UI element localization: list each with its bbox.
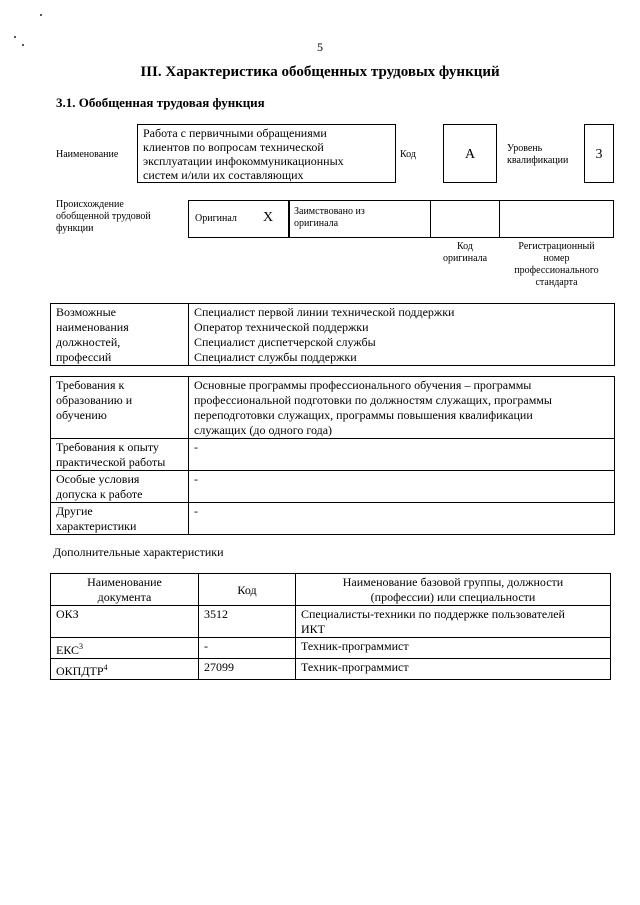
requirement-label-cell (51, 377, 189, 439)
requirement-label-line: образованию и (56, 393, 133, 407)
caption-line: стандарта (535, 277, 578, 288)
doc-name: ОКЗ (56, 607, 79, 621)
registration-number-caption (499, 241, 614, 289)
doc-cell (51, 638, 199, 659)
level-label (507, 143, 568, 167)
borrowed-label-line: оригинала (294, 218, 339, 229)
header-line: Наименование базовой группы, должности (342, 575, 564, 589)
level-label-line: квалификации (507, 155, 569, 166)
positions-label-line: должностей, (56, 335, 121, 349)
header-doc-cell (51, 574, 199, 606)
position-item: Специалист диспетчерской службы (194, 335, 376, 349)
position-item: Специалист первой линии технической поддержки (194, 305, 455, 319)
function-name-line: эксплуатации инфокоммуникационных (143, 154, 344, 168)
function-name-line: Работа с первичными обращениями (143, 126, 327, 140)
doc-name: ОКПДТР (56, 664, 104, 678)
additional-row (51, 606, 611, 638)
requirement-label-cell (51, 439, 189, 471)
additional-table (50, 573, 611, 680)
scan-speck (40, 14, 42, 16)
origin-label-line: обобщенной трудовой (56, 211, 151, 222)
footnote-mark: 4 (103, 663, 108, 672)
requirement-label-line: допуска к работе (56, 487, 143, 501)
additional-row (51, 638, 611, 659)
code-cell: 27099 (199, 659, 296, 680)
name-cell (296, 606, 611, 638)
doc-cell (51, 659, 199, 680)
original-code-caption (430, 241, 500, 265)
original-box (188, 200, 289, 238)
subsection-title: 3.1. Обобщенная трудовая функция (56, 95, 265, 110)
name-line: ИКТ (301, 622, 325, 636)
requirement-row (51, 503, 615, 535)
doc-cell (51, 606, 199, 638)
position-item: Оператор технической поддержки (194, 320, 369, 334)
doc-name: ЕКС (56, 643, 80, 657)
footnote-mark: 3 (79, 642, 84, 651)
borrowed-box (289, 200, 431, 238)
caption-line: Регистрационный (518, 241, 595, 252)
requirement-label-line: характеристики (56, 519, 137, 533)
code-cell: - (199, 638, 296, 659)
borrowed-label-line: Заимствовано из (294, 206, 365, 217)
header-name-cell (296, 574, 611, 606)
original-label: Оригинал (195, 213, 237, 224)
positions-label-line: профессий (56, 350, 112, 364)
name-line: Техник-программист (301, 660, 409, 674)
requirement-value-line: служащих (до одного года) (194, 423, 333, 437)
origin-label-line: функции (56, 223, 94, 234)
function-name-box (137, 124, 396, 183)
origin-label (56, 199, 151, 235)
requirement-label-line: Особые условия (56, 472, 140, 486)
positions-list-cell (189, 304, 615, 366)
requirement-label-cell (51, 503, 189, 535)
requirement-row (51, 439, 615, 471)
additional-title: Дополнительные характеристики (53, 545, 224, 559)
requirement-label-line: Требования к (56, 378, 125, 392)
positions-label-cell (51, 304, 189, 366)
requirement-value-cell (189, 439, 615, 471)
page-number: 5 (317, 40, 323, 54)
name-cell (296, 659, 611, 680)
requirement-value-line: профессиональной подготовки по должностям служащих, программы (194, 393, 552, 407)
requirement-label-cell (51, 471, 189, 503)
code-value-box: A (443, 124, 497, 183)
level-value-box: 3 (584, 124, 614, 183)
requirement-value-cell (189, 377, 615, 439)
original-mark: X (263, 210, 274, 225)
origin-label-line: Происхождение (56, 199, 124, 210)
level-label-line: Уровень (507, 143, 543, 154)
requirements-table (50, 376, 615, 535)
requirement-label-line: обучению (56, 408, 107, 422)
scan-speck (14, 36, 16, 38)
name-label: Наименование (56, 149, 119, 160)
additional-header-row (51, 574, 611, 606)
requirement-value-line: Основные программы профессионального обучения – программы (194, 378, 532, 392)
registration-number-box (499, 200, 614, 238)
function-name-line: систем и/или их составляющих (143, 168, 304, 182)
positions-label-line: наименования (56, 320, 129, 334)
function-name-line: клиентов по вопросам технической (143, 140, 324, 154)
requirement-value-line: переподготовки служащих, программы повышения квалификации (194, 408, 533, 422)
original-code-box (430, 200, 500, 238)
positions-label-line: Возможные (56, 305, 116, 319)
header-line: Наименование (87, 575, 162, 589)
positions-table (50, 303, 615, 366)
header-code-cell: Код (199, 574, 296, 606)
caption-line: Код (457, 241, 473, 252)
requirement-value-line: - (194, 472, 198, 486)
requirement-row (51, 377, 615, 439)
name-line: Техник-программист (301, 639, 409, 653)
requirement-value-cell (189, 471, 615, 503)
name-line: Специалисты-техники по поддержке пользователей (301, 607, 565, 621)
caption-line: оригинала (442, 253, 488, 264)
requirement-label-line: Другие (56, 504, 93, 518)
caption-line: профессионального (514, 265, 599, 276)
requirement-value-cell (189, 503, 615, 535)
header-line: документа (97, 590, 152, 604)
requirement-value-line: - (194, 440, 198, 454)
section-title: III. Характеристика обобщенных трудовых функций (140, 64, 500, 80)
requirement-label-line: Требования к опыту (56, 440, 159, 454)
code-cell: 3512 (199, 606, 296, 638)
position-item: Специалист службы поддержки (194, 350, 357, 364)
additional-row (51, 659, 611, 680)
code-label: Код (400, 149, 416, 160)
requirement-value-line: - (194, 504, 198, 518)
requirement-label-line: практической работы (56, 455, 166, 469)
header-line: (профессии) или специальности (370, 590, 536, 604)
name-cell (296, 638, 611, 659)
requirement-row (51, 471, 615, 503)
caption-line: номер (543, 253, 570, 264)
